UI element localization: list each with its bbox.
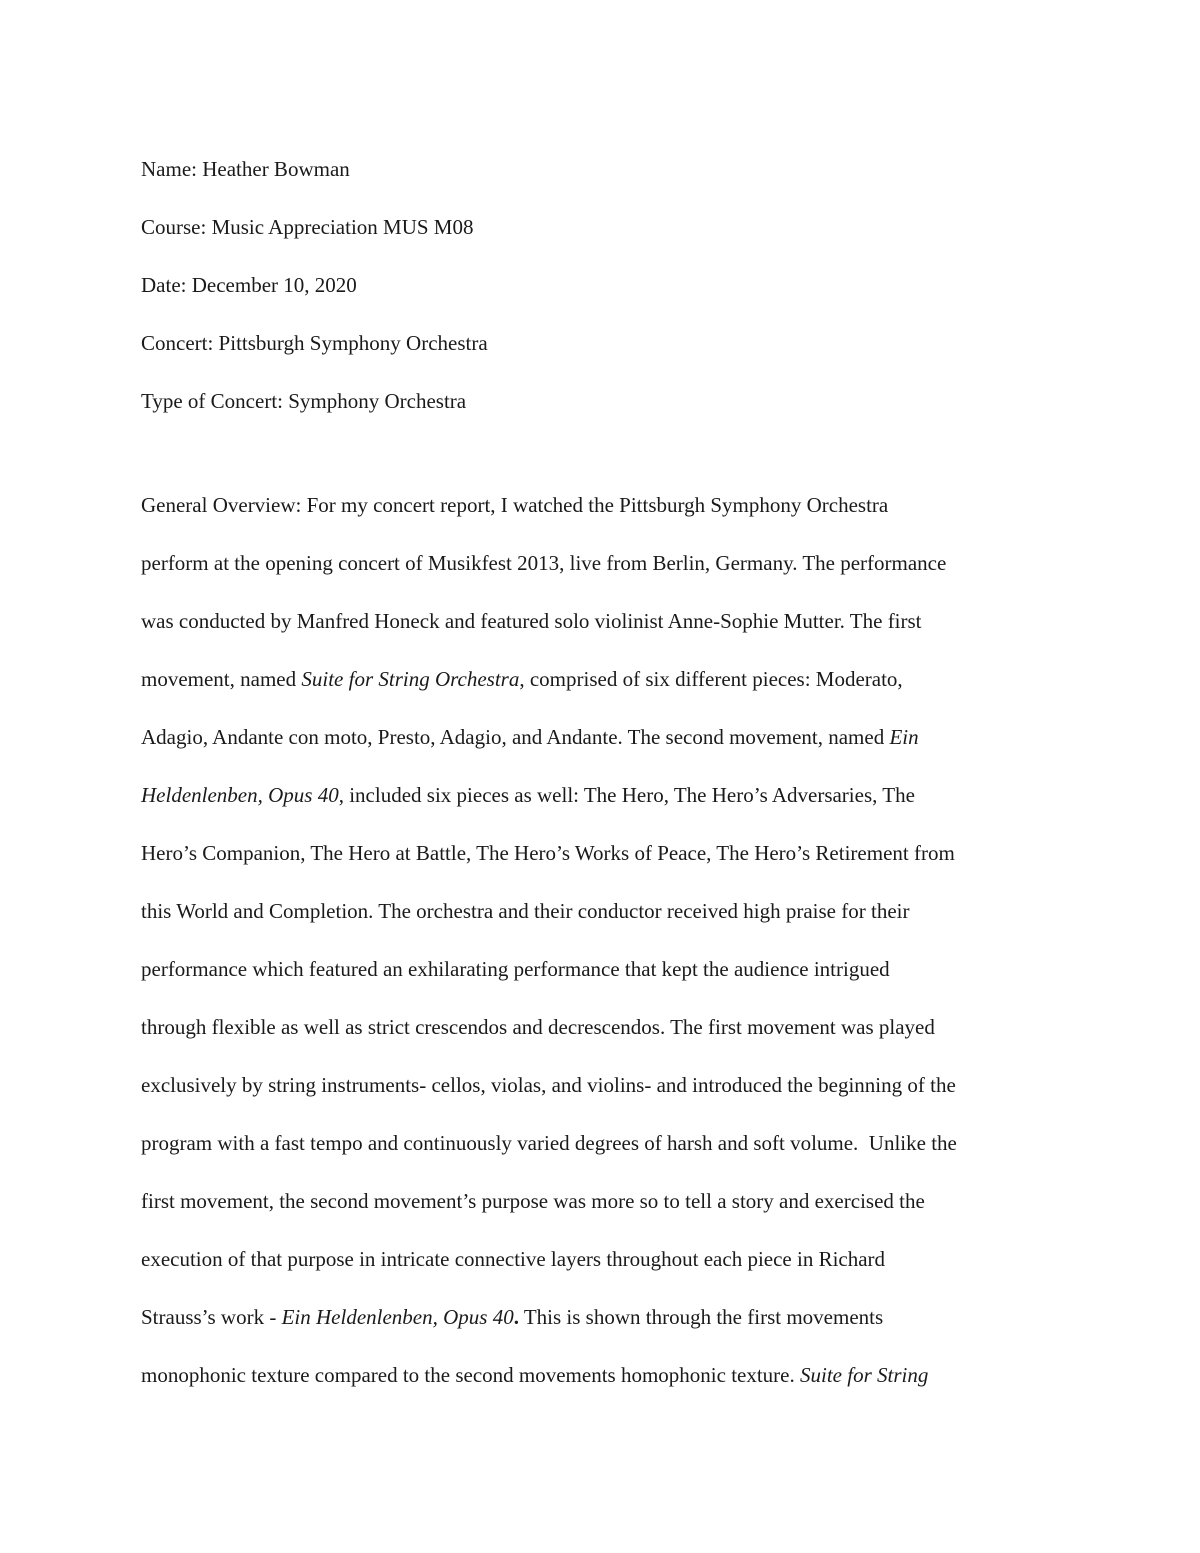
paragraph-line: Strauss’s work - Ein Heldenlenben, Opus 40. This is shown through the first movements [141, 1305, 884, 1329]
paragraph-line: first movement, the second movement’s purpose was more so to tell a story and exercised the [141, 1189, 925, 1213]
work-title-italic: Ein [889, 725, 919, 749]
header-block [141, 140, 1061, 430]
work-title-italic: Ein Heldenlenben, Opus 40 [281, 1305, 514, 1329]
paragraph-line: movement, named Suite for String Orchestra, comprised of six different pieces: Moderato, [141, 667, 903, 691]
paragraph-line: Adagio, Andante con moto, Presto, Adagio, and Andante. The second movement, named Ein [141, 725, 919, 749]
paragraph-line: perform at the opening concert of Musikfest 2013, live from Berlin, Germany. The performance [141, 551, 947, 575]
paragraph-line: was conducted by Manfred Honeck and featured solo violinist Anne-Sophie Mutter. The first [141, 609, 922, 633]
paragraph-line: program with a fast tempo and continuously varied degrees of harsh and soft volume. Unlike the [141, 1131, 957, 1155]
paragraph-line: monophonic texture compared to the second movements homophonic texture. Suite for String [141, 1363, 929, 1387]
work-title-italic: Suite for String [800, 1363, 929, 1387]
date-line: Date: December 10, 2020 [141, 273, 357, 297]
paragraph-line: execution of that purpose in intricate connective layers throughout each piece in Richard [141, 1247, 886, 1271]
paragraph-line: this World and Completion. The orchestra and their conductor received high praise for their [141, 899, 910, 923]
paragraph-line: Hero’s Companion, The Hero at Battle, The Hero’s Works of Peace, The Hero’s Retirement from [141, 841, 955, 865]
student-name: Name: Heather Bowman [141, 157, 350, 181]
concert-type-line: Type of Concert: Symphony Orchestra [141, 389, 467, 413]
concert-line: Concert: Pittsburgh Symphony Orchestra [141, 331, 488, 355]
paragraph-line: through flexible as well as strict crescendos and decrescendos. The first movement was played [141, 1015, 935, 1039]
course-line: Course: Music Appreciation MUS M08 [141, 215, 474, 239]
paragraph-line: exclusively by string instruments- cellos, violas, and violins- and introduced the beginning of the [141, 1073, 956, 1097]
paragraph-line: Heldenlenben, Opus 40, included six pieces as well: The Hero, The Hero’s Adversaries, The [141, 783, 915, 807]
paragraph-line: General Overview: For my concert report, I watched the Pittsburgh Symphony Orchestra [141, 493, 889, 517]
general-overview-paragraph [141, 476, 1063, 1404]
work-title-italic: Heldenlenben, Opus 40 [141, 783, 339, 807]
work-title-italic: Suite for String Orchestra [301, 667, 520, 691]
paragraph-line: performance which featured an exhilarating performance that kept the audience intrigued [141, 957, 890, 981]
